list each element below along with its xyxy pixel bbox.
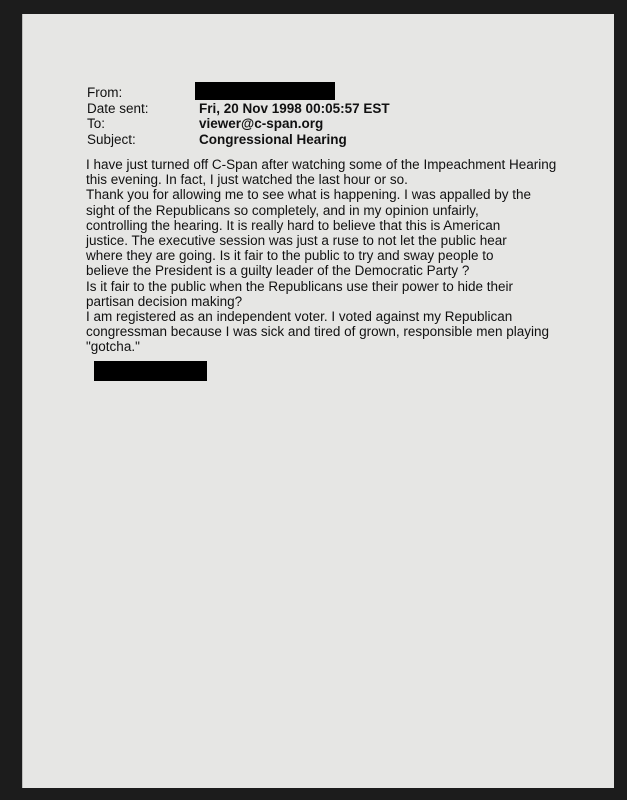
body-paragraph-2: Thank you for allowing me to see what is happening. I was appalled by the sight of the Republicans so completely, and in my opinion unfairly, controlling the hearing. It is really hard to believe that this is American justice. The executive session was just a ruse to not let the public hear where they are going. Is it fair to the public to try and sway people to believe the President is a guilty leader of the Democratic Party ? Is it fair to the public when the Republicans use their power to hide their partisan decision making? bbox=[86, 187, 532, 309]
date-row bbox=[87, 101, 390, 117]
email-body bbox=[86, 157, 626, 355]
date-label: Date sent: bbox=[87, 100, 149, 116]
from-row bbox=[87, 85, 390, 101]
document-page bbox=[22, 14, 614, 788]
subject-row bbox=[87, 132, 390, 148]
email-header bbox=[87, 85, 390, 147]
date-value: Fri, 20 Nov 1998 00:05:57 EST bbox=[199, 100, 390, 116]
body-paragraph-1: I have just turned off C-Span after watching some of the Impeachment Hearing this evening. In fact, I just watched the last hour or so. bbox=[86, 157, 557, 188]
to-value: viewer@c-span.org bbox=[199, 116, 324, 131]
subject-value: Congressional Hearing bbox=[199, 131, 347, 147]
subject-label: Subject: bbox=[87, 131, 136, 147]
to-label: To: bbox=[87, 116, 106, 131]
signature-redaction bbox=[94, 361, 207, 381]
to-row bbox=[87, 116, 390, 132]
body-paragraph-3: I am registered as an independent voter. I voted against my Republican congressman because I was sick and tired of grown, responsible men playing "gotcha." bbox=[86, 309, 549, 355]
from-label: From: bbox=[87, 85, 123, 100]
